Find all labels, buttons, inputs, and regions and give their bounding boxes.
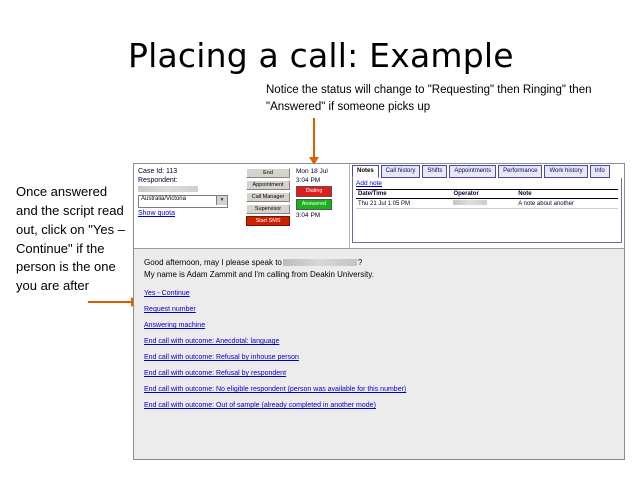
option-end-call-out-of-sample[interactable]: End call with outcome: Out of sample (already completed in another mode) bbox=[144, 402, 376, 410]
cell-datetime: Thu 21 Jul 1:05 PM bbox=[356, 199, 451, 209]
table-header-row bbox=[356, 190, 618, 199]
tab-performance[interactable]: Performance bbox=[498, 165, 542, 178]
tab-notes[interactable]: Notes bbox=[352, 165, 379, 178]
cell-note: A note about another bbox=[516, 199, 618, 209]
option-yes-continue[interactable]: Yes - Continue bbox=[144, 290, 190, 298]
status-badge-dialing: Dialing bbox=[296, 186, 332, 197]
tab-strip bbox=[352, 166, 622, 178]
column-operator: Operator bbox=[451, 190, 516, 199]
script-panel bbox=[134, 249, 624, 459]
tab-work-history[interactable]: Work history bbox=[544, 165, 587, 178]
option-end-call-refusal-respondent[interactable]: End call with outcome: Refusal by respondent bbox=[144, 370, 287, 378]
notes-tab-content bbox=[352, 178, 622, 243]
panel-divider bbox=[349, 164, 350, 248]
application-screenshot bbox=[133, 163, 625, 460]
region-select-value: Australia/Victoria bbox=[141, 196, 186, 202]
redacted-block bbox=[453, 200, 487, 205]
redacted-name bbox=[283, 259, 357, 266]
status-date: Mon 18 Jul bbox=[296, 168, 328, 175]
script-line-1-suffix: ? bbox=[357, 258, 363, 267]
case-info-panel bbox=[138, 168, 242, 217]
tab-shifts[interactable]: Shifts bbox=[422, 165, 447, 178]
option-answering-machine[interactable]: Answering machine bbox=[144, 322, 206, 330]
script-options bbox=[144, 290, 614, 409]
option-end-call-no-eligible-respondent[interactable]: End call with outcome: No eligible respondent (person was available for this number) bbox=[144, 386, 407, 394]
cell-operator bbox=[451, 199, 516, 209]
column-datetime: Date/Time bbox=[356, 190, 451, 199]
option-end-call-anecdotal-language[interactable]: End call with outcome: Anecdotal: language bbox=[144, 338, 280, 346]
status-time-2: 3:04 PM bbox=[296, 212, 321, 219]
tab-call-history[interactable]: Call history bbox=[381, 165, 421, 178]
app-header-area bbox=[134, 164, 624, 249]
annotation-continue-note: Once answered and the script read out, click on "Yes – Continue" if the person is the one you are after bbox=[16, 184, 125, 294]
page-title: Placing a call: Example bbox=[128, 36, 514, 75]
status-badge-answered: Answered bbox=[296, 199, 332, 210]
end-button[interactable]: End bbox=[246, 168, 290, 178]
arrow-right-icon bbox=[88, 301, 132, 303]
option-end-call-refusal-inhouse[interactable]: End call with outcome: Refusal by inhouse person bbox=[144, 354, 299, 362]
script-line-1 bbox=[144, 257, 614, 269]
table-row[interactable] bbox=[356, 199, 618, 209]
column-note: Note bbox=[516, 190, 618, 199]
supervisor-button[interactable]: Supervisor bbox=[246, 204, 290, 214]
chevron-down-icon: ▼ bbox=[216, 196, 227, 205]
call-status-panel bbox=[296, 168, 346, 221]
appointment-button[interactable]: Appointment bbox=[246, 180, 290, 190]
script-line-2: My name is Adam Zammit and I'm calling from Deakin University. bbox=[144, 269, 374, 279]
annotation-status-note: Notice the status will change to "Requesting" then Ringing" then "Answered" if someone picks up bbox=[266, 84, 592, 113]
option-request-number[interactable]: Request number bbox=[144, 306, 196, 314]
case-id-label: Case Id: 113 bbox=[138, 168, 178, 175]
respondent-value bbox=[138, 186, 242, 193]
region-select[interactable] bbox=[138, 195, 228, 208]
notes-table bbox=[356, 189, 618, 209]
arrow-down-icon bbox=[313, 118, 315, 158]
status-time-1: 3:04 PM bbox=[296, 177, 321, 184]
tab-panel bbox=[352, 166, 622, 246]
action-buttons bbox=[246, 168, 292, 228]
redacted-block bbox=[138, 186, 198, 192]
script-line-1-prefix: Good afternoon, may I please speak to bbox=[144, 258, 282, 267]
start-sms-button[interactable]: Start SMS bbox=[246, 216, 290, 226]
tab-info[interactable]: Info bbox=[590, 165, 610, 178]
respondent-label: Respondent: bbox=[138, 177, 178, 184]
tab-appointments[interactable]: Appointments bbox=[449, 165, 496, 178]
add-note-link[interactable]: Add note bbox=[356, 180, 383, 187]
call-manager-button[interactable]: Call Manager bbox=[246, 192, 290, 202]
show-quota-link[interactable]: Show quota bbox=[138, 210, 175, 217]
